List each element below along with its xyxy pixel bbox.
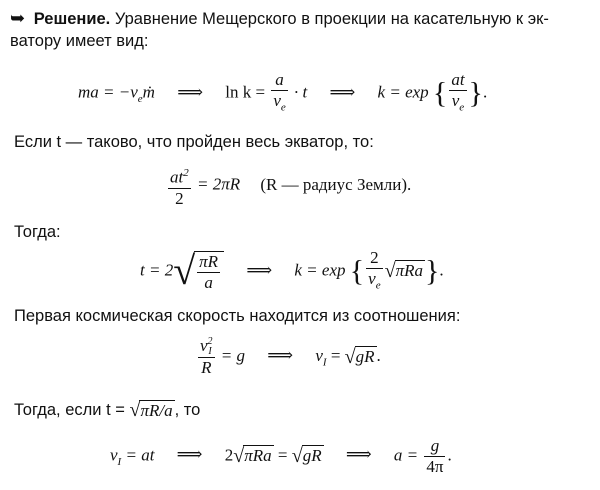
- implies-arrow-icon: ⟹: [329, 81, 356, 102]
- eq3-period: .: [439, 260, 444, 280]
- eq2-rhs: = 2πR: [196, 174, 241, 194]
- eq3-frac-num: 2: [366, 248, 382, 269]
- eq2-note: (R — радиус Земли).: [260, 174, 412, 194]
- text5-suffix: , то: [174, 401, 201, 419]
- radical-icon: √: [173, 247, 196, 293]
- eq5-v: v: [110, 445, 118, 465]
- eq5-rad2: gR: [302, 446, 322, 465]
- eq1-frac-den: [271, 91, 287, 117]
- eq5-sqrt-1: [233, 445, 273, 468]
- eq1-exp-den: [449, 91, 466, 117]
- eq4-rhs-sub: I: [322, 356, 327, 369]
- eq4-eq-g: = g: [220, 345, 246, 365]
- eq5-two: 2: [224, 445, 234, 465]
- eq4-num-sub: I: [208, 346, 212, 358]
- intro-text-1: Уравнение Мещерского в проекции на касательную к эк-: [114, 10, 549, 28]
- eq4-rhs-eq: =: [330, 345, 341, 365]
- equation-5: [110, 436, 452, 477]
- text-4: Первая космическая скорость находится из соотношения:: [14, 307, 461, 325]
- eq2-frac-den: 2: [175, 188, 184, 208]
- eq1-exp-fraction: [449, 70, 466, 117]
- eq4-num-sup: 2: [207, 336, 213, 348]
- solution-heading: Решение.: [33, 10, 111, 28]
- radical-icon: √: [233, 445, 245, 467]
- text5-prefix: Тогда, если t =: [14, 401, 125, 419]
- eq1-lhs: ma = −v: [78, 82, 138, 102]
- right-brace-icon: }: [424, 254, 440, 288]
- eq3-rad2: πRa: [395, 261, 423, 281]
- eq3-frac-den-sub: e: [375, 279, 381, 292]
- eq2-num: at: [170, 167, 184, 187]
- eq3-rad-den: a: [204, 272, 213, 292]
- eq1-period: .: [482, 82, 488, 102]
- eq3-frac-den-v: v: [368, 269, 376, 288]
- text5-rad: πR/a: [140, 401, 173, 421]
- text-2: Если t — таково, что пройден весь экватор, то:: [14, 133, 374, 151]
- eq1-frac-num: a: [271, 70, 287, 91]
- eq4-frac-num: [198, 336, 215, 358]
- eq5-period: .: [447, 445, 452, 465]
- eq3-exp-fraction: [366, 248, 382, 295]
- eq3-frac-den: [366, 269, 382, 295]
- eq5-frac-den: 4π: [426, 457, 444, 476]
- eq2-fraction: [168, 163, 191, 209]
- left-brace-icon: {: [349, 254, 365, 288]
- text5-sqrt: [129, 400, 174, 421]
- eq4-rhs-v: v: [315, 345, 323, 365]
- equation-1: [78, 70, 487, 117]
- radical-icon: √: [384, 260, 396, 283]
- implies-arrow-icon: ⟹: [177, 81, 203, 102]
- eq2-sup: 2: [183, 167, 189, 179]
- left-brace-icon: {: [432, 76, 448, 110]
- equation-4: [196, 336, 381, 378]
- eq3-sqrt-2: [385, 260, 425, 283]
- eq3-radicand: [194, 251, 224, 293]
- eq5-a-eq: a =: [393, 445, 419, 465]
- eq4-fraction: [198, 336, 215, 378]
- eq2-frac-num: [168, 163, 191, 189]
- implies-arrow-icon: ⟹: [246, 259, 273, 280]
- eq5-sqrt-2: [292, 445, 324, 468]
- eq1-mdot: ṁ: [142, 82, 155, 102]
- text-5: [14, 400, 200, 421]
- eq5-rad1: πRa: [244, 446, 272, 465]
- eq3-sqrt: [173, 247, 224, 293]
- eq5-eq-at: = at: [125, 445, 155, 465]
- eq5-frac-num: g: [424, 436, 445, 457]
- eq4-sqrt: [345, 346, 377, 369]
- implies-arrow-icon: ⟹: [267, 344, 294, 365]
- equation-2: [166, 163, 411, 209]
- implies-arrow-icon: ⟹: [176, 444, 203, 465]
- radical-icon: √: [344, 345, 356, 368]
- eq5-v-sub: I: [117, 455, 122, 468]
- intro-line-2: [10, 31, 148, 51]
- eq4-period: .: [376, 345, 381, 365]
- radical-icon: √: [129, 399, 141, 422]
- eq3-lhs: t = 2: [140, 260, 174, 280]
- eq5-eq: =: [277, 445, 288, 465]
- intro-text-2: ватору имеет вид:: [10, 32, 149, 50]
- implies-arrow-icon: ⟹: [345, 444, 372, 465]
- equation-3: [140, 248, 444, 295]
- eq3-fraction: [197, 252, 220, 293]
- eq4-rad: gR: [355, 346, 375, 366]
- eq1-k-exp: k = exp: [377, 82, 429, 102]
- eq4-num-v: v: [200, 336, 208, 355]
- eq1-ln: ln k =: [225, 82, 266, 102]
- right-brace-icon: }: [468, 76, 483, 110]
- eq1-exp-num: at: [451, 70, 465, 89]
- eq4-frac-den: R: [201, 358, 212, 378]
- eq5-fraction: [424, 436, 445, 477]
- eq1-times-t: · t: [294, 82, 308, 102]
- text-3: Тогда:: [14, 223, 61, 241]
- eq1-den-v: v: [273, 91, 281, 110]
- eq1-den-sub: e: [280, 101, 286, 114]
- pointer-arrow-icon: ➥: [10, 8, 26, 28]
- eq1-sub-e: e: [137, 93, 143, 105]
- eq1-exp-den-v: v: [451, 91, 460, 110]
- eq3-k-exp: k = exp: [294, 260, 346, 280]
- eq1-fraction: [271, 70, 287, 117]
- eq3-rad-num: πR: [199, 251, 219, 271]
- radical-icon: √: [291, 445, 303, 467]
- eq1-exp-den-sub: e: [459, 101, 465, 114]
- intro-line-1: [10, 8, 549, 29]
